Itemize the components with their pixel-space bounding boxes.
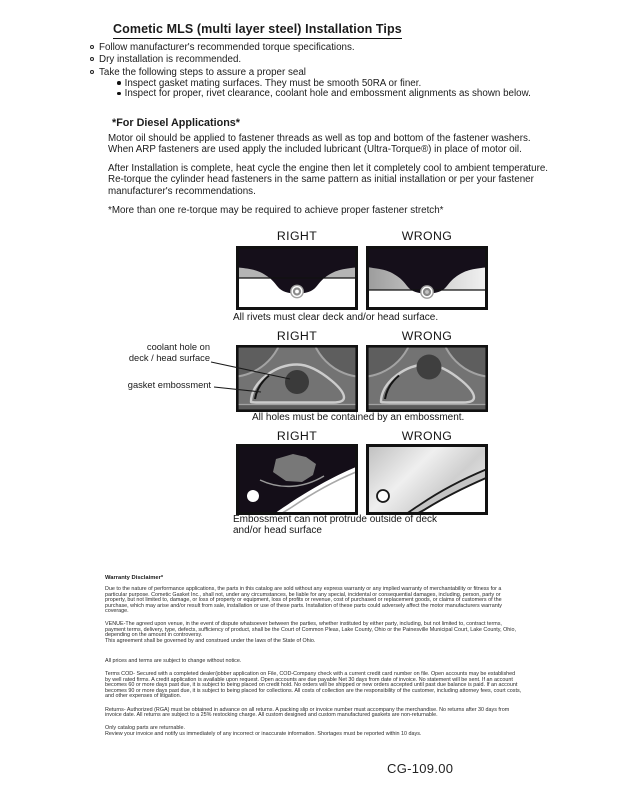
disclaimer-paragraph: VENUE-The agreed upon venue, in the event of dispute whatsoever between the parties, whether instituted by either party, including, but not limited to, contract terms, payment terms, delivery, type, defects, sufficiency of product, shall be the Court of Common Pleas, Lake County, Ohio or the Painesville Municipal Court, Lake County, Ohio, depending on the amount in controversy. [105,621,516,639]
set2-caption: All holes must be contained by an embossment. [252,412,465,423]
list-item-text: Follow manufacturer's recommended torque specifications. [99,42,355,53]
set3-caption: Embossment can not protrude outside of deck and/or head surface [233,514,438,536]
deck-edge-right-diagram [236,444,358,515]
page-number: CG-109.00 [387,761,454,776]
set1-wrong-header: WRONG [401,229,453,243]
deck-edge-wrong-diagram [366,444,488,515]
diesel-applications-heading: *For Diesel Applications* [112,117,240,129]
gasket-embossment-label: gasket embossment [127,380,211,390]
set1-right-header: RIGHT [276,229,318,243]
disclaimer-paragraph: Due to the nature of performance applications, the parts in this catalog are sold without any express warranty or any implied warranty of merchantability or fitness for a particular purpose. Cometic Gasket Inc., shall not, under any circumstances, be liable for any special, incidental or consequential damages, including, person, party or property, but not limited to, damage, or loss of property or equipment, loss of profits or revenue, cost of purchased or replacement goods, or claims of customers of the purchase, which may arise and/or result from sale, installation or use of these parts. Installation of these parts could adversely affect the motor manufacturers warranty coverage. [105,586,502,615]
disclaimer-paragraph: This agreement shall be governed by and construed under the laws of the State of Ohio. [105,637,316,644]
list-item-text: Dry installation is recommended. [99,54,242,66]
list-item-text: Inspect gasket mating surfaces. They must be smooth 50RA or finer. [124,77,422,89]
disclaimer-paragraph: Only catalog parts are returnable. [105,725,186,732]
installation-tips-list [90,42,580,100]
disclaimer-paragraph: Returns- Authorized (RGA) must be obtained in advance on all returns. A packing slip or invoice number must accompany the merchandise. No returns after 30 days from invoice date. All returns are subject to a 25% restocking charge. All custom designed and custom manufactured gaskets are non-returnable. [105,706,510,718]
filled-bullet-icon [117,81,121,85]
disclaimer-paragraph: Terms COD- Secured with a completed dealer/jobber application on File, COD-Company check with a current credit card number on file. Open accounts may be established by well rated firms. A credit application is available upon request. Open accounts are due payable Net 30 days from date of invoice. No statement will be sent. If an account becomes 60 or more days past due, it is subject to being placed on credit hold. No orders will be shipped or new orders accepted until past due balance is paid. If an account becomes 90 or more days past due, it is subject to being placed for collections. All costs of collection are the responsibility of the customer, including attorney fees, court costs, and other expenses of litigation. [105,671,522,700]
page-title: Cometic MLS (multi layer steel) Installation Tips [113,22,402,39]
retorque-note: *More than one re-torque may be required to achieve proper fastener stretch* [108,205,444,216]
coolant-hole-label: coolant hole on deck / head surface [128,342,210,363]
diesel-paragraph: After Installation is complete, heat cycle the engine then let it completely cool to ambient temperature. Re-torque the cylinder head fasteners in the same pattern as initial installation or per your fastener manufacturer's recommendations. [108,163,549,197]
embossment-right-diagram [236,345,358,412]
list-item-text: Take the following steps to assure a proper seal [99,66,306,78]
open-bullet-icon [90,57,94,61]
list-sub-item [117,89,580,100]
disclaimer-heading: Warranty Disclaimer* [105,575,164,581]
disclaimer-paragraph: Review your invoice and notify us immediately of any incorrect or inaccurate information. Shortages must be reported within 10 days. [105,730,422,737]
set2-wrong-header: WRONG [401,329,453,343]
set3-wrong-header: WRONG [401,429,453,443]
set2-right-header: RIGHT [276,329,318,343]
diesel-paragraph: Motor oil should be applied to fastener threads as well as top and bottom of the fastener washers. When ARP fasteners are used apply the included lubricant (Ultra-Torque®) in place of motor oil. [108,133,531,156]
filled-bullet-icon [117,92,121,96]
list-item [90,42,580,54]
warranty-disclaimer [105,576,522,745]
set3-right-header: RIGHT [276,429,318,443]
rivet-wrong-diagram [366,246,488,310]
open-bullet-icon [90,70,94,74]
disclaimer-paragraph: All prices and terms are subject to change without notice. [105,658,242,665]
set1-caption: All rivets must clear deck and/or head surface. [233,312,439,323]
list-item-text: Inspect for proper, rivet clearance, coolant hole and embossment alignments as shown below. [124,88,531,100]
rivet-right-diagram [236,246,358,310]
list-item [90,54,580,66]
open-bullet-icon [90,45,94,49]
embossment-wrong-diagram [366,345,488,412]
